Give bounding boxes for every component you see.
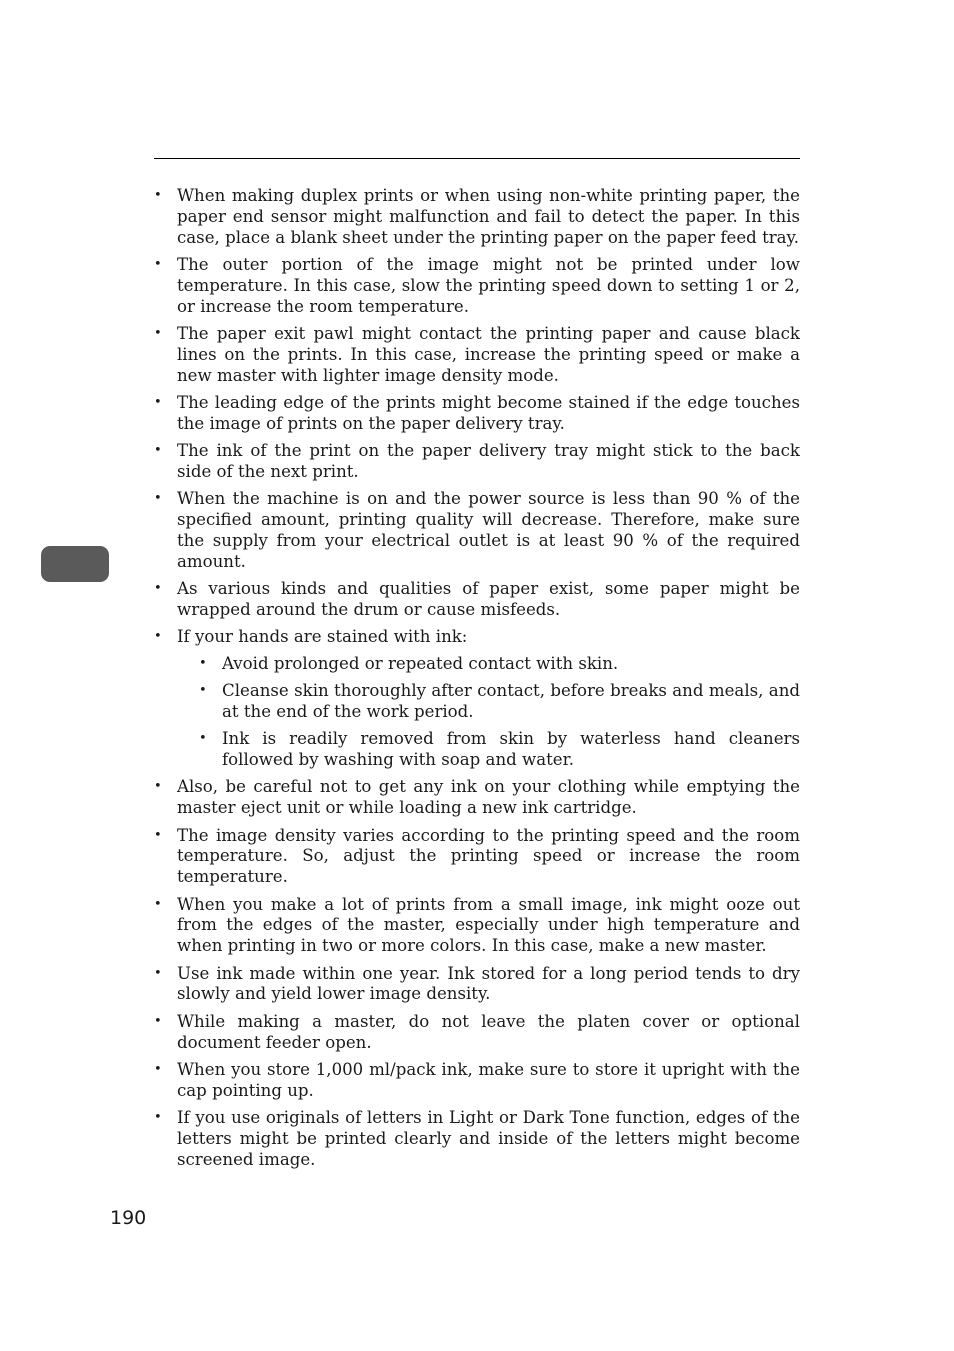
- notes-list-container: [154, 186, 800, 1177]
- list-item: [154, 1060, 800, 1102]
- list-item: [154, 393, 800, 435]
- list-item: [154, 255, 800, 317]
- sub-list-item: [199, 654, 800, 675]
- bullet-icon: •: [154, 827, 162, 843]
- list-item-text: When you store 1,000 ml/pack ink, make sure to store it upright with the cap pointing up.: [177, 1059, 800, 1100]
- list-item-text: The image density varies according to the printing speed and the room temperature. So, adjust the printing speed or increase the room temperature.: [177, 825, 800, 887]
- sub-list: [177, 654, 800, 771]
- sub-list-item: [199, 681, 800, 723]
- list-item: [154, 826, 800, 888]
- list-item-text: Also, be careful not to get any ink on your clothing while emptying the master eject unit or while loading a new ink cartridge.: [177, 777, 800, 818]
- list-item: [154, 441, 800, 483]
- bullet-icon: •: [154, 896, 162, 912]
- list-item-text: When the machine is on and the power source is less than 90 % of the specified amount, printing quality will decrease. Therefore, make sure the supply from your electrical outlet is at least 90 % of the required amount.: [177, 489, 800, 571]
- list-item-text: The outer portion of the image might not be printed under low temperature. In this case, slow the printing speed down to setting 1 or 2, or increase the room temperature.: [177, 254, 800, 316]
- bullet-icon: •: [154, 491, 162, 507]
- sub-list-item-text: Cleanse skin thoroughly after contact, before breaks and meals, and at the end of the work period.: [222, 681, 800, 722]
- bullet-icon: •: [154, 394, 162, 410]
- bullet-icon: •: [154, 1013, 162, 1029]
- list-item: [154, 964, 800, 1006]
- list-item: [154, 627, 800, 771]
- list-item-text: If you use originals of letters in Light or Dark Tone function, edges of the letters might be printed clearly and inside of the letters might become screened image.: [177, 1108, 800, 1169]
- bullet-icon: •: [199, 731, 207, 747]
- bullet-icon: •: [154, 779, 162, 795]
- bullet-icon: •: [154, 581, 162, 597]
- list-item: [154, 1012, 800, 1054]
- sub-list-item-text: Avoid prolonged or repeated contact with skin.: [222, 654, 619, 674]
- bullet-icon: •: [154, 443, 162, 459]
- notes-list: [154, 186, 800, 1171]
- header-rule: [154, 158, 800, 159]
- bullet-icon: •: [154, 325, 162, 341]
- list-item: [154, 777, 800, 819]
- bullet-icon: •: [154, 1110, 162, 1126]
- sub-list-item-text: Ink is readily removed from skin by waterless hand cleaners followed by washing with soap and water.: [222, 729, 800, 770]
- list-item: [154, 324, 800, 386]
- list-item-text: The ink of the print on the paper delivery tray might stick to the back side of the next print.: [177, 441, 800, 481]
- list-item-text: As various kinds and qualities of paper exist, some paper might be wrapped around the drum or cause misfeeds.: [177, 579, 800, 619]
- list-item-text: When making duplex prints or when using non-white printing paper, the paper end sensor might malfunction and fail to detect the paper. In this case, place a blank sheet under the printing paper on the paper feed tray.: [177, 186, 800, 247]
- list-item-text: The leading edge of the prints might become stained if the edge touches the image of prints on the paper delivery tray.: [177, 392, 800, 433]
- list-item: [154, 1108, 800, 1170]
- sub-list-item: [199, 729, 800, 771]
- chapter-tab: [41, 546, 109, 582]
- list-item-text: While making a master, do not leave the platen cover or optional document feeder open.: [177, 1011, 800, 1052]
- bullet-icon: •: [154, 1061, 162, 1077]
- list-item: [154, 895, 800, 957]
- page-number: 190: [110, 1207, 147, 1229]
- bullet-icon: •: [154, 629, 162, 645]
- bullet-icon: •: [154, 188, 162, 203]
- list-item-text: If your hands are stained with ink:: [177, 627, 468, 647]
- list-item-text: When you make a lot of prints from a small image, ink might ooze out from the edges of the master, especially under high temperature and when printing in two or more colors. In this case, make a new master.: [177, 894, 800, 956]
- bullet-icon: •: [199, 656, 207, 672]
- list-item-text: Use ink made within one year. Ink stored for a long period tends to dry slowly and yield lower image density.: [177, 963, 800, 1004]
- list-item: [154, 186, 800, 248]
- list-item-text: The paper exit pawl might contact the printing paper and cause black lines on the prints. In this case, increase the printing speed or make a new master with lighter image density mode.: [177, 323, 800, 385]
- list-item: [154, 579, 800, 621]
- bullet-icon: •: [199, 683, 207, 699]
- list-item: [154, 489, 800, 572]
- bullet-icon: •: [154, 965, 162, 981]
- bullet-icon: •: [154, 256, 162, 272]
